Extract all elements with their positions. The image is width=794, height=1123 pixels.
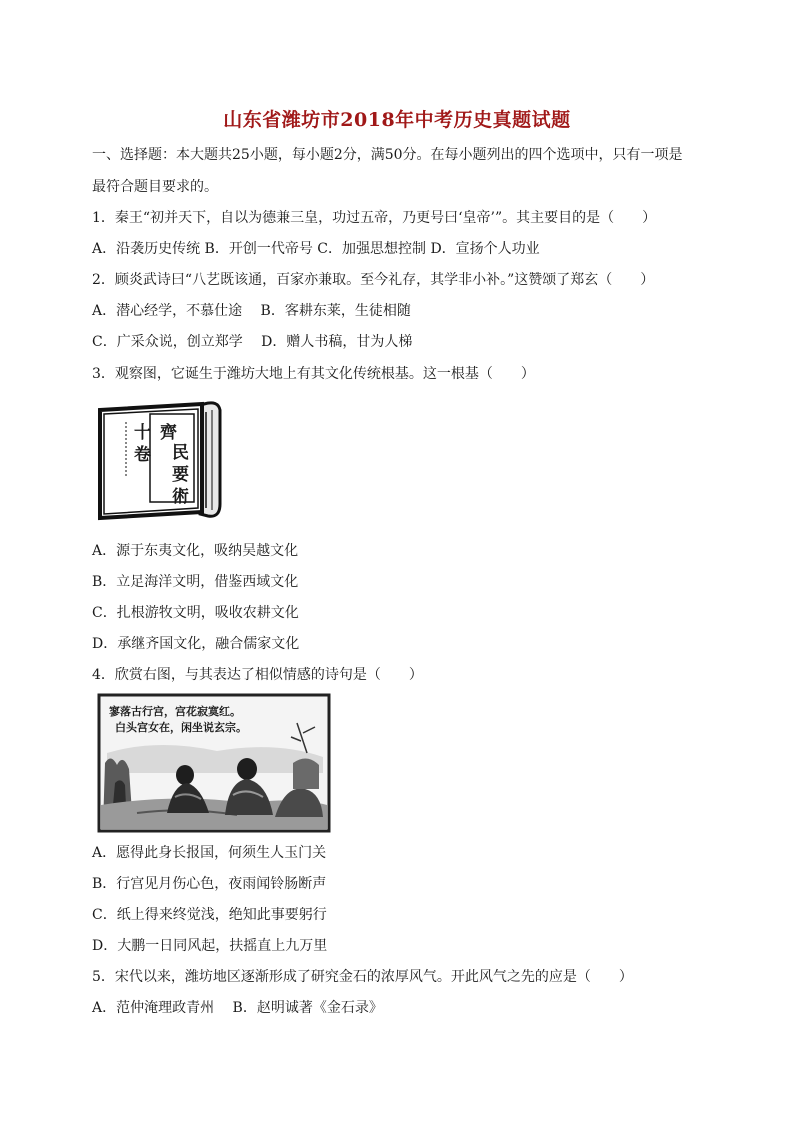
- question-3-option-a: A．源于东夷文化，吸纳吴越文化: [92, 543, 299, 559]
- question-3-stem: 3．观察图，它诞生于潍坊大地上有其文化传统根基。这一根基（ ）: [92, 366, 535, 382]
- book-illustration: [96, 396, 230, 522]
- question-2-stem: 2．顾炎武诗曰“八艺既该通，百家亦兼取。至今礼存，其学非小补。”这赞颂了郑玄（ ）: [92, 272, 655, 288]
- question-3-option-c: C．扎根游牧文明，吸收农耕文化: [92, 605, 299, 621]
- question-2-option-row-1: A．潜心经学，不慕仕途 B．客耕东莱，生徒相随: [92, 303, 411, 319]
- question-3-option-b: B．立足海洋文明，借鉴西域文化: [92, 574, 299, 590]
- question-4-option-d: D．大鹏一日同风起，扶摇直上九万里: [92, 938, 328, 954]
- section-header-line1: 一、选择题：本大题共25小题，每小题2分，满50分。在每小题列出的四个选项中，只有一项是: [92, 147, 683, 163]
- question-5-stem: 5．宋代以来，潍坊地区逐渐形成了研究金石的浓厚风气。开此风气之先的应是（ ）: [92, 969, 633, 985]
- poem-line-1: 寥落古行宫，宫花寂寞红。: [109, 705, 241, 718]
- question-2-option-row-2: C．广采众说，创立郑学 D．赠人书稿，甘为人梯: [92, 334, 413, 350]
- question-3-option-d: D．承继齐国文化，融合儒家文化: [92, 636, 300, 652]
- book-title-char-2: 民: [172, 443, 189, 463]
- question-4-option-c: C．纸上得来终觉浅，绝知此事要躬行: [92, 907, 327, 923]
- poem-line-2: 白头宫女在，闲坐说玄宗。: [115, 721, 247, 734]
- book-title-char-3: 要: [172, 465, 189, 485]
- page-title: 山东省潍坊市2018年中考历史真题试题: [223, 109, 571, 131]
- question-4-stem: 4．欣赏右图，与其表达了相似情感的诗句是（ ）: [92, 667, 423, 683]
- book-volume-char-2: 卷: [134, 445, 151, 465]
- qimin-yaoshu-book-figure: [96, 396, 230, 522]
- question-4-option-a: A．愿得此身长报国，何须生人玉门关: [92, 845, 327, 861]
- question-5-options: A．范仲淹理政青州 B．赵明诚著《金石录》: [92, 1000, 383, 1016]
- book-title-char-4: 術: [172, 487, 189, 507]
- palace-maids-poem-figure: [97, 693, 331, 833]
- book-title-char-1: 齊: [160, 423, 177, 443]
- question-1-stem: 1．秦王“初并天下，自以为德兼三皇，功过五帝，乃更号曰‘皇帝’”。其主要目的是（ ）: [92, 210, 657, 226]
- question-1-options: A．沿袭历史传统 B．开创一代帝号 C．加强思想控制 D．宣扬个人功业: [92, 241, 540, 257]
- book-volume-char-1: 十: [134, 423, 151, 443]
- question-4-option-b: B．行宫见月伤心色，夜雨闻铃肠断声: [92, 876, 327, 892]
- section-header-line2: 最符合题目要求的。: [92, 179, 218, 195]
